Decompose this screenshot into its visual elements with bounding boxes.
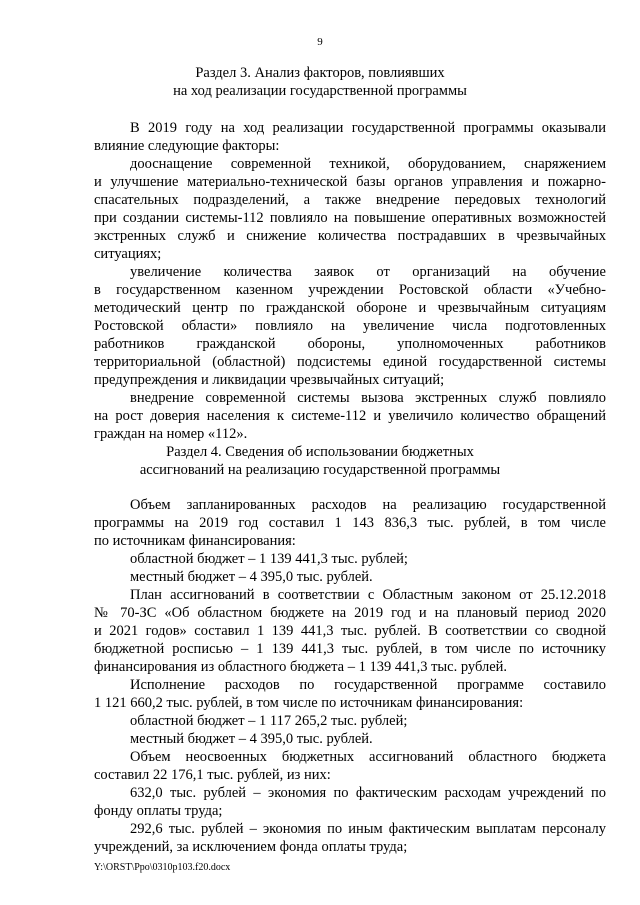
s4-line-16: составил 22 176,1 тыс. рублей, из них: [94,767,331,783]
s3-line-18: граждан на номер «112». [94,426,248,442]
s4-line-8: и 2021 годов» составил 1 139 441,3 тыс. рублей. В соответствии со сводной [94,623,606,639]
s3-line-2: влияние следующие факторы: [94,138,280,154]
s3-line-5: спасательных подразделений, а также внедрение передовых технологий [94,192,606,208]
s4-line-5: местный бюджет – 4 395,0 тыс. рублей. [130,569,373,585]
s3-line-1: В 2019 году на ход реализации государственной программы оказывали [130,120,606,136]
s4-line-12: 1 121 660,2 тыс. рублей, в том числе по источникам финансирования: [94,695,524,711]
s3-line-11: методический центр по гражданской обороне и чрезвычайным ситуациям [94,300,606,316]
section-4-title-line-1: Раздел 4. Сведения об использовании бюджетных [166,444,474,460]
s4-line-19: 292,6 тыс. рублей – экономия по иным фактическим выплатам персоналу [130,821,606,837]
s3-line-7: экстренных служб и снижение количества пострадавших в чрезвычайных [94,228,606,244]
s3-line-6: при создании системы-112 повлияло на повышение оперативных возможностей [94,210,606,226]
section-4-title-line-2: ассигнований на реализацию государственной программы [139,462,501,478]
s3-line-10: в государственном казенном учреждении Ростовской области «Учебно- [94,282,606,298]
s4-line-2: программы на 2019 год составил 1 143 836,3 тыс. рублей, в том числе [94,515,606,531]
s3-line-16: внедрение современной системы вызова экстренных служб повлияло [130,390,606,406]
s4-line-6: План ассигнований в соответствии с Областным законом от 25.12.2018 [130,587,606,603]
s3-line-13: работников гражданской обороны, уполномоченных работников [94,336,606,352]
s4-line-13: областной бюджет – 1 117 265,2 тыс. рублей; [130,713,408,729]
page-number: 9 [317,36,323,48]
s4-line-17: 632,0 тыс. рублей – экономия по фактическим расходам учреждений по [130,785,606,801]
s4-line-15: Объем неосвоенных бюджетных ассигнований областного бюджета [130,749,606,765]
file-path-footer: Y:\ORST\Ppo\0310p103.f20.docx [94,862,231,873]
section-3-title-line-1: Раздел 3. Анализ факторов, повлиявших [195,65,445,81]
section-4-title [0,443,640,479]
s4-line-1: Объем запланированных расходов на реализацию государственной [130,497,606,513]
section-3-title [0,64,640,100]
s4-line-11: Исполнение расходов по государственной программе составило [130,677,606,693]
s4-line-10: финансирования из областного бюджета – 1 139 441,3 тыс. рублей. [94,659,508,675]
s3-line-15: предупреждения и ликвидации чрезвычайных ситуаций; [94,372,445,388]
s3-line-4: и улучшение материально-технической базы органов управления и пожарно- [94,174,606,190]
s3-line-17: на рост доверия населения к системе-112 и увеличило количество обращений [94,408,606,424]
section-3-title-line-2: на ход реализации государственной программы [173,83,467,99]
s4-line-4: областной бюджет – 1 139 441,3 тыс. рублей; [130,551,408,567]
s4-line-9: бюджетной росписью – 1 139 441,3 тыс. рублей, в том числе по источнику [94,641,606,657]
s4-line-14: местный бюджет – 4 395,0 тыс. рублей. [130,731,373,747]
s3-line-3: дооснащение современной техникой, оборудованием, снаряжением [130,156,606,172]
s4-line-7: № 70-ЗС «Об областном бюджете на 2019 год и на плановый период 2020 [94,605,606,621]
s4-line-18: фонду оплаты труда; [94,803,223,819]
s3-line-8: ситуациях; [94,246,162,262]
s3-line-14: территориальной (областной) подсистемы единой государственной системы [94,354,606,370]
s3-line-12: Ростовской области» повлияло на увеличение числа подготовленных [94,318,606,334]
s4-line-20: учреждений, за исключением фонда оплаты труда; [94,839,408,855]
s4-line-3: по источникам финансирования: [94,533,296,549]
s3-line-9: увеличение количества заявок от организаций на обучение [130,264,606,280]
